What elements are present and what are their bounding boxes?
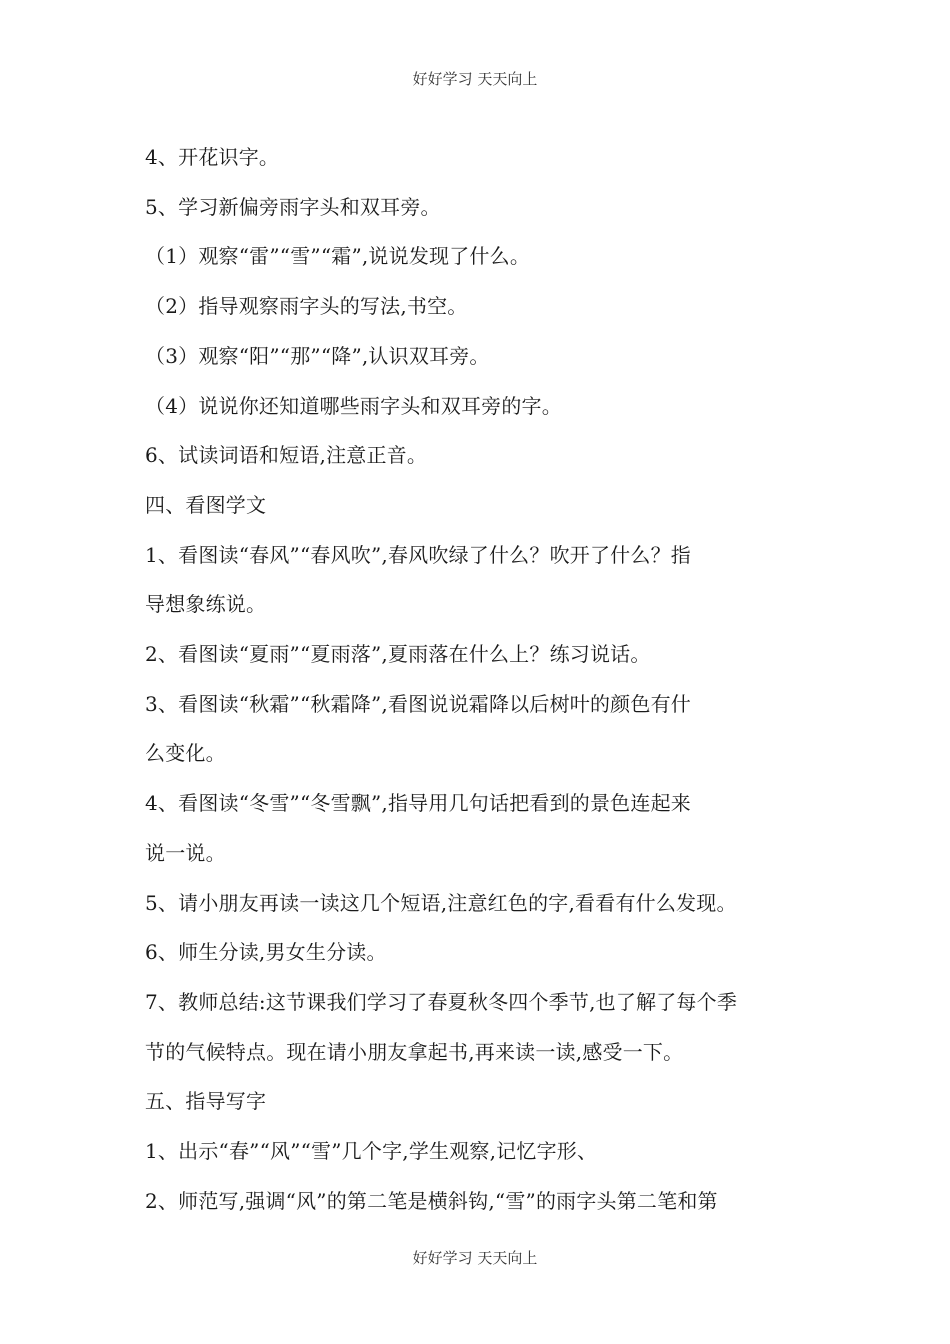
paragraph-line: （3）观察“阳”“那”“降”,认识双耳旁。: [145, 343, 490, 368]
paragraph-line: 2、师范写,强调“风”的第二笔是横斜钩,“雪”的雨字头第二笔和第: [145, 1188, 718, 1213]
page-header: 好好学习 天天向上: [412, 70, 538, 88]
document-body: [145, 133, 810, 1226]
section-heading: 五、指导写字: [145, 1089, 267, 1114]
paragraph-line: 6、师生分读,男女生分读。: [145, 940, 387, 965]
paragraph-line: 2、看图读“夏雨”“夏雨落”,夏雨落在什么上？练习说话。: [145, 642, 651, 667]
paragraph-line: 5、请小朋友再读一读这几个短语,注意红色的字,看看有什么发现。: [145, 890, 737, 915]
paragraph-line: 1、出示“春”“风”“雪”几个字,学生观察,记忆字形、: [145, 1139, 598, 1164]
page-footer: 好好学习 天天向上: [412, 1249, 538, 1267]
paragraph-line: 导想象练说。: [145, 592, 267, 617]
paragraph-line: 4、看图读“冬雪”“冬雪飘”,指导用几句话把看到的景色连起来: [145, 791, 691, 816]
paragraph-line: （2）指导观察雨字头的写法,书空。: [145, 294, 468, 319]
paragraph-line: 4、开花识字。: [145, 145, 280, 169]
paragraph-line: （1）观察“雷”“雪”“霜”,说说发现了什么。: [145, 244, 531, 269]
section-heading: 四、看图学文: [145, 492, 267, 517]
paragraph-line: 6、试读词语和短语,注意正音。: [145, 443, 428, 468]
paragraph-line: 节的气候特点。现在请小朋友拿起书,再来读一读,感受一下。: [145, 1039, 684, 1064]
paragraph-line: 5、学习新偏旁雨字头和双耳旁。: [145, 194, 441, 219]
paragraph-line: 7、教师总结:这节课我们学习了春夏秋冬四个季节,也了解了每个季: [145, 989, 738, 1014]
paragraph-line: （4）说说你还知道哪些雨字头和双耳旁的字。: [145, 393, 562, 418]
paragraph-line: 么变化。: [145, 741, 226, 766]
paragraph-line: 说一说。: [145, 840, 226, 865]
paragraph-line: 3、看图读“秋霜”“秋霜降”,看图说说霜降以后树叶的颜色有什: [145, 691, 691, 716]
paragraph-line: 1、看图读“春风”“春风吹”,春风吹绿了什么？吹开了什么？指: [145, 542, 691, 567]
